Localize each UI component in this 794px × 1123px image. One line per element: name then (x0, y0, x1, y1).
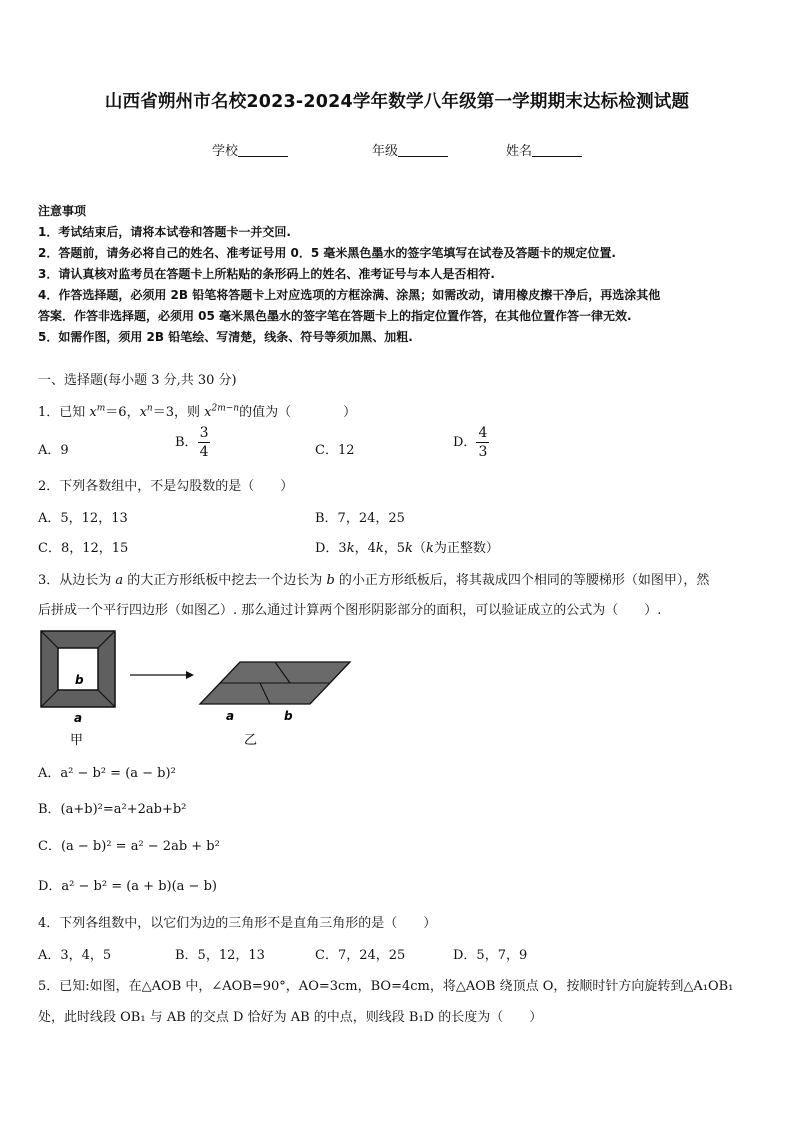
q2-option-d (315, 537, 499, 556)
school-label: 学校 (212, 144, 239, 159)
name-label: 姓名 (506, 144, 533, 159)
label-b: b (284, 709, 293, 723)
note-item: 4．作答选择题，必须用 2B 铅笔将答题卡上对应选项的方框涂满、涂黑；如需改动，请用橡皮擦干净后，再选涂其他 (38, 288, 661, 302)
q1-text: ＝3，则 (152, 405, 205, 420)
option-label: B． (175, 435, 198, 450)
label-jia: 甲 (70, 733, 84, 748)
q1-var: x (204, 405, 212, 420)
q1-var: x (89, 405, 97, 420)
q2-d-text: （ (412, 541, 426, 556)
q1-exp: n (146, 403, 153, 414)
q1-option-b (175, 426, 210, 459)
q3-option-a: A．a² − b² = (a − b)² (38, 766, 176, 781)
school-blank (238, 143, 288, 157)
arrow-head-icon (186, 671, 194, 679)
label-b: b (75, 673, 84, 687)
school-field (212, 140, 288, 159)
q1-var: x (139, 405, 147, 420)
q3-var: b (326, 573, 335, 588)
label-a: a (226, 709, 235, 723)
q1-suffix: 的值为（ ） (239, 405, 357, 420)
q3-figure (38, 628, 358, 750)
q2-d-var: k (425, 541, 434, 556)
q1-text: ＝6， (105, 405, 140, 420)
q4-option-b: B．5，12，13 (175, 948, 265, 963)
q3-option-b: B．(a+b)²=a²+2ab+b² (38, 802, 187, 817)
q2-option-c: C．8，12，15 (38, 541, 129, 556)
numerator: 4 (478, 425, 488, 441)
q3-option-d: D．a² − b² = (a + b)(a − b) (38, 879, 217, 894)
q4-option-c: C．7，24，25 (315, 948, 406, 963)
label-yi: 乙 (244, 733, 258, 748)
denominator: 3 (478, 444, 488, 460)
q2-d-text: 为正整数） (433, 541, 499, 556)
denominator: 4 (199, 444, 209, 460)
name-field (506, 140, 582, 159)
option-label: D． (453, 435, 477, 450)
q1-option-c: C．12 (315, 443, 355, 458)
q3-stem-line1 (38, 569, 709, 588)
grade-blank (398, 143, 448, 157)
q2-d-text: ，4 (354, 541, 376, 556)
note-item: 1．考试结束后，请将本试卷和答题卡一并交回. (38, 225, 291, 239)
q2-d-text: D．3 (315, 541, 347, 556)
q2-option-b: B．7，24，25 (315, 511, 405, 526)
q4-stem: 4．下列各组数中，以它们为边的三角形不是直角三角形的是（ ） (38, 916, 437, 931)
q1-exp: 2m−n (211, 403, 240, 414)
q4-option-d: D．5，7，9 (453, 948, 528, 963)
note-item: 答案．作答非选择题，必须用 05 毫米黑色墨水的签字笔在答题卡上的指定位置作答，在其他位置作答一律无效. (38, 309, 632, 323)
grade-field (372, 140, 448, 159)
name-blank (532, 143, 582, 157)
q5-stem-line1: 5．已知:如图，在△AOB 中，∠AOB=90°，AO=3cm，BO=4cm，将△AOB 绕顶点 O，按顺时针方向旋转到△A₁OB₁ (38, 979, 734, 994)
q2-d-var: k (375, 541, 384, 556)
section-heading: 一、选择题(每小题 3 分,共 30 分) (38, 373, 237, 388)
note-item: 3．请认真核对监考员在答题卡上所粘贴的条形码上的姓名、准考证号与本人是否相符. (38, 267, 495, 281)
q2-stem: 2．下列各数组中，不是勾股数的是（ ） (38, 479, 294, 494)
q1-exp: m (96, 403, 106, 414)
label-a: a (74, 711, 83, 725)
q3-text: 的小正方形纸板后，将其裁成四个相同的等腰梯形（如图甲），然 (334, 573, 710, 588)
q2-d-text: ，5 (383, 541, 406, 556)
q3-option-c: C．(a − b)² = a² − 2ab + b² (38, 839, 220, 854)
grade-label: 年级 (372, 144, 399, 159)
q2-d-var: k (346, 541, 355, 556)
q1-prefix: 1．已知 (38, 405, 90, 420)
note-item: 2．答题前，请务必将自己的姓名、准考证号用 0．5 毫米黑色墨水的签字笔填写在试卷及答题卡的规定位置. (38, 246, 616, 260)
numerator: 3 (199, 425, 209, 441)
page-title: 山西省朔州市名校2023-2024学年数学八年级第一学期期末达标检测试题 (104, 92, 690, 112)
q5-stem-line2: 处，此时线段 OB₁ 与 AB 的交点 D 恰好为 AB 的中点，则线段 B₁D 的长度为（ ） (38, 1010, 543, 1025)
q2-d-var: k (405, 541, 413, 556)
q1-option-d (453, 426, 489, 459)
q1-option-a: A．9 (38, 443, 69, 458)
q3-text: 3．从边长为 (38, 573, 116, 588)
notes-heading: 注意事项 (38, 204, 87, 218)
q3-var: a (115, 573, 124, 588)
q1-stem (38, 401, 356, 420)
q4-option-a: A．3，4，5 (38, 948, 112, 963)
q3-text: 的大正方形纸板中挖去一个边长为 (123, 573, 327, 588)
note-item: 5．如需作图，须用 2B 铅笔绘、写清楚，线条、符号等须加黑、加粗. (38, 330, 413, 344)
q3-stem-line2: 后拼成一个平行四边形（如图乙）. 那么通过计算两个图形阴影部分的面积，可以验证成立的公式为（ ）. (38, 603, 662, 618)
fraction (198, 426, 211, 459)
q2-option-a: A．5，12，13 (38, 511, 128, 526)
fraction (476, 426, 489, 459)
